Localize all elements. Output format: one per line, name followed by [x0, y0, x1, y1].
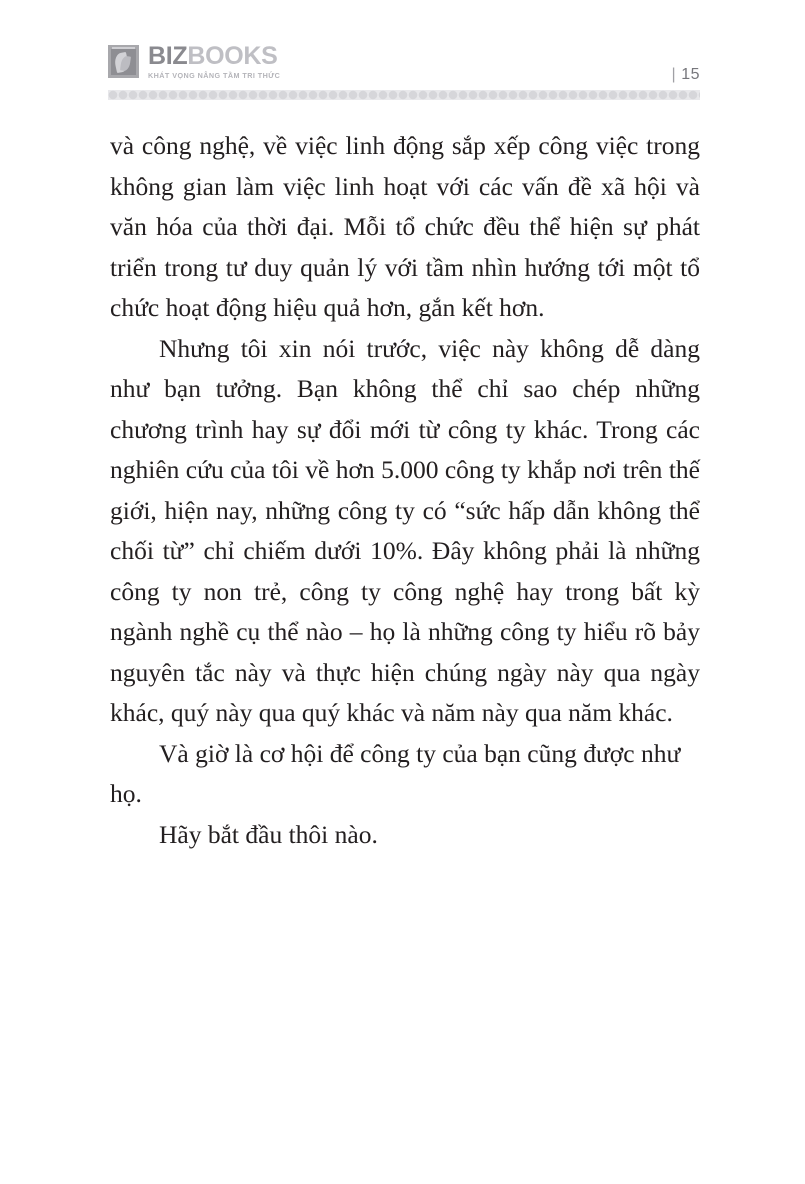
wordmark-biz: BIZ — [148, 42, 188, 70]
folio-number: 15 — [681, 66, 700, 83]
paragraph: Và giờ là cơ hội để công ty của bạn cũng được như họ. — [110, 738, 681, 808]
scalloped-divider — [108, 90, 700, 100]
brand-wordmark — [148, 44, 280, 68]
paragraph: Nhưng tôi xin nói trước, việc này không dễ dàng như bạn tưởng. Bạn không thể chỉ sao chép những chương trình hay sự đổi mới từ công ty khác. Trong các nghiên cứu của tôi về hơn 5.000 công ty khắp nơi trên thế giới, hiện nay, những công ty có “sức hấp dẫn không thể chối từ” chỉ chiếm dưới 10%. Đây không phải là những công ty non trẻ, công ty công nghệ hay trong bất kỳ ngành nghề cụ thể nào – họ là những công ty hiểu rõ bảy nguyên tắc này và thực hiện chúng ngày này qua ngày khác, quý này qua quý khác và năm này qua năm khác. — [110, 333, 700, 727]
page-body — [110, 126, 700, 855]
page-number — [672, 66, 700, 84]
paragraph: Hãy bắt đầu thôi nào. — [159, 819, 378, 849]
brand-text-group — [148, 44, 280, 80]
bizbooks-logo — [108, 44, 280, 80]
folio-rule: | — [671, 66, 677, 83]
bizbooks-book-logo-icon — [108, 45, 139, 78]
paragraph: và công nghệ, về việc linh động sắp xếp công việc trong không gian làm việc linh hoạt với các vấn đề xã hội và văn hóa của thời đại. Mỗi tổ chức đều thể hiện sự phát triển trong tư duy quản lý với tầm nhìn hướng tới một tổ chức hoạt động hiệu quả hơn, gắn kết hơn. — [110, 131, 700, 322]
wordmark-books: BOOKS — [187, 42, 278, 70]
brand-tagline: KHÁT VỌNG NÂNG TẦM TRI THỨC — [148, 71, 281, 80]
